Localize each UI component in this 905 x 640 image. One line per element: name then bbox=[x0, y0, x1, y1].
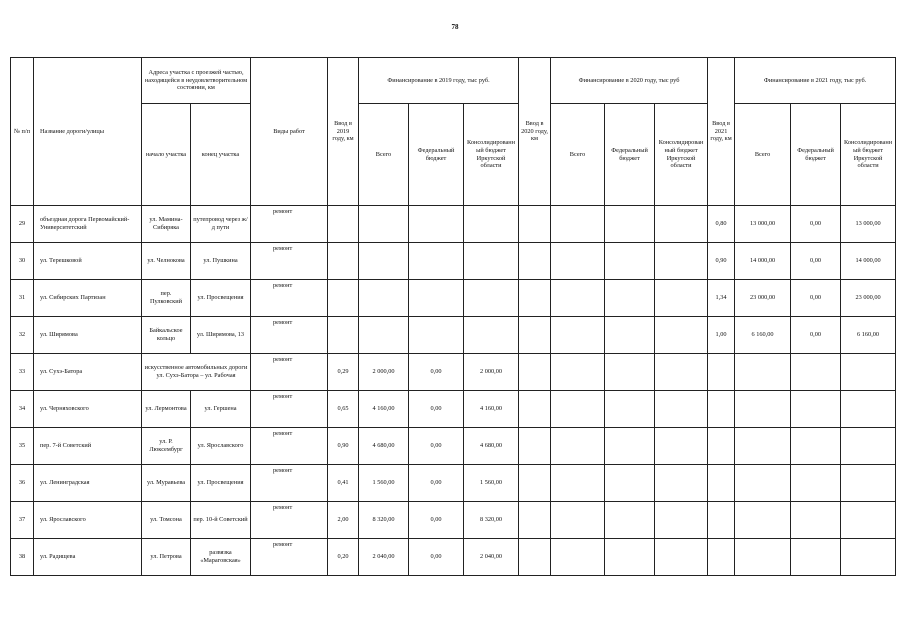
total-2019: 2 040,00 bbox=[359, 539, 409, 576]
road-name: пер. 7-й Советский bbox=[34, 428, 142, 465]
col-header-km-2020: Ввод в 2020 году, км bbox=[519, 58, 551, 206]
km-2019: 0,65 bbox=[328, 391, 359, 428]
km-2021: 1,00 bbox=[708, 317, 735, 354]
row-number: 33 bbox=[11, 354, 34, 391]
km-2020 bbox=[519, 502, 551, 539]
col-header-financing-2021: Финансирование в 2021 году, тыс руб. bbox=[735, 58, 896, 104]
regional-2021: 13 000,00 bbox=[841, 206, 896, 243]
row-number: 35 bbox=[11, 428, 34, 465]
regional-2021: 6 160,00 bbox=[841, 317, 896, 354]
total-2021 bbox=[735, 428, 791, 465]
regional-2020 bbox=[655, 391, 708, 428]
col-header-federal-2021: Федеральный бюджет bbox=[791, 104, 841, 206]
work-type: ремонт bbox=[251, 428, 328, 465]
section-end: путепровод через ж/д пути bbox=[191, 206, 251, 243]
row-number: 36 bbox=[11, 465, 34, 502]
work-type: ремонт bbox=[251, 539, 328, 576]
road-name: ул. Терешковой bbox=[34, 243, 142, 280]
table-row bbox=[11, 539, 896, 576]
federal-2020 bbox=[605, 502, 655, 539]
regional-2020 bbox=[655, 280, 708, 317]
header-row-bottom bbox=[11, 104, 896, 206]
regional-2019 bbox=[464, 317, 519, 354]
regional-2021 bbox=[841, 502, 896, 539]
total-2020 bbox=[551, 502, 605, 539]
federal-2019: 0,00 bbox=[409, 354, 464, 391]
regional-2019: 1 560,00 bbox=[464, 465, 519, 502]
regional-2020 bbox=[655, 317, 708, 354]
work-type: ремонт bbox=[251, 354, 328, 391]
federal-2019: 0,00 bbox=[409, 391, 464, 428]
total-2020 bbox=[551, 354, 605, 391]
work-type: ремонт bbox=[251, 243, 328, 280]
km-2020 bbox=[519, 391, 551, 428]
km-2021: 0,90 bbox=[708, 243, 735, 280]
total-2021: 14 000,00 bbox=[735, 243, 791, 280]
regional-2021 bbox=[841, 539, 896, 576]
federal-2021 bbox=[791, 391, 841, 428]
federal-2020 bbox=[605, 206, 655, 243]
total-2019 bbox=[359, 206, 409, 243]
regional-2019 bbox=[464, 280, 519, 317]
federal-2021 bbox=[791, 354, 841, 391]
regional-2019: 8 320,00 bbox=[464, 502, 519, 539]
total-2021 bbox=[735, 502, 791, 539]
total-2021 bbox=[735, 465, 791, 502]
federal-2020 bbox=[605, 391, 655, 428]
total-2019 bbox=[359, 243, 409, 280]
km-2020 bbox=[519, 465, 551, 502]
total-2019: 8 320,00 bbox=[359, 502, 409, 539]
km-2019 bbox=[328, 243, 359, 280]
section-start: пер. Пулковский bbox=[142, 280, 191, 317]
section-end: ул. Гершена bbox=[191, 391, 251, 428]
km-2021 bbox=[708, 428, 735, 465]
page-number: 78 bbox=[451, 23, 459, 31]
km-2020 bbox=[519, 206, 551, 243]
federal-2021 bbox=[791, 539, 841, 576]
col-header-federal-2020: Федеральный бюджет bbox=[605, 104, 655, 206]
federal-2019 bbox=[409, 206, 464, 243]
regional-2019: 4 680,00 bbox=[464, 428, 519, 465]
km-2019 bbox=[328, 317, 359, 354]
road-name: ул. Сухэ-Батора bbox=[34, 354, 142, 391]
regional-2020 bbox=[655, 354, 708, 391]
col-header-regional-2020: Консолидированный бюджет Иркутской области bbox=[655, 104, 708, 206]
table-row bbox=[11, 206, 896, 243]
total-2019 bbox=[359, 280, 409, 317]
km-2021 bbox=[708, 539, 735, 576]
km-2019: 0,41 bbox=[328, 465, 359, 502]
regional-2020 bbox=[655, 502, 708, 539]
table-row bbox=[11, 465, 896, 502]
regional-2020 bbox=[655, 206, 708, 243]
regional-2020 bbox=[655, 428, 708, 465]
section-end: развязка «Мараговская» bbox=[191, 539, 251, 576]
road-name: объездная дорога Первомайский-Университетский bbox=[34, 206, 142, 243]
regional-2021: 23 000,00 bbox=[841, 280, 896, 317]
section-start: ул. Мамина-Сибиряка bbox=[142, 206, 191, 243]
col-header-section-end: конец участка bbox=[191, 104, 251, 206]
km-2021 bbox=[708, 502, 735, 539]
regional-2020 bbox=[655, 465, 708, 502]
km-2020 bbox=[519, 243, 551, 280]
km-2021 bbox=[708, 354, 735, 391]
road-name: ул. Черняховского bbox=[34, 391, 142, 428]
km-2020 bbox=[519, 280, 551, 317]
section-address: искусственное автомобильных дороги ул. Сухэ-Батора – ул. Рабочая bbox=[142, 354, 251, 391]
total-2019: 4 160,00 bbox=[359, 391, 409, 428]
federal-2021: 0,00 bbox=[791, 243, 841, 280]
km-2019: 0,29 bbox=[328, 354, 359, 391]
col-header-work-type: Виды работ bbox=[251, 58, 328, 206]
total-2021: 6 160,00 bbox=[735, 317, 791, 354]
table-row bbox=[11, 502, 896, 539]
road-name: ул. Ленинградская bbox=[34, 465, 142, 502]
regional-2019: 2 040,00 bbox=[464, 539, 519, 576]
federal-2019: 0,00 bbox=[409, 539, 464, 576]
federal-2020 bbox=[605, 539, 655, 576]
road-financing-table bbox=[10, 57, 896, 576]
federal-2020 bbox=[605, 243, 655, 280]
section-start: Байкальское кольцо bbox=[142, 317, 191, 354]
section-end: пер. 10-й Советский bbox=[191, 502, 251, 539]
regional-2021 bbox=[841, 428, 896, 465]
row-number: 30 bbox=[11, 243, 34, 280]
section-end: ул. Просвещения bbox=[191, 280, 251, 317]
km-2021 bbox=[708, 391, 735, 428]
col-header-regional-2019: Консолидированный бюджет Иркутской области bbox=[464, 104, 519, 206]
regional-2019: 2 000,00 bbox=[464, 354, 519, 391]
km-2020 bbox=[519, 354, 551, 391]
regional-2021 bbox=[841, 354, 896, 391]
km-2019: 2,00 bbox=[328, 502, 359, 539]
work-type: ремонт bbox=[251, 280, 328, 317]
federal-2019 bbox=[409, 243, 464, 280]
total-2021 bbox=[735, 539, 791, 576]
section-end: ул. Ширямова, 13 bbox=[191, 317, 251, 354]
total-2020 bbox=[551, 206, 605, 243]
table-row bbox=[11, 243, 896, 280]
table-row bbox=[11, 428, 896, 465]
section-start: ул. Р. Люксембург bbox=[142, 428, 191, 465]
total-2019 bbox=[359, 317, 409, 354]
col-header-total-2019: Всего bbox=[359, 104, 409, 206]
federal-2021 bbox=[791, 428, 841, 465]
table-row bbox=[11, 317, 896, 354]
km-2019 bbox=[328, 280, 359, 317]
section-start: ул. Петрова bbox=[142, 539, 191, 576]
total-2020 bbox=[551, 280, 605, 317]
regional-2021 bbox=[841, 465, 896, 502]
work-type: ремонт bbox=[251, 391, 328, 428]
row-number: 32 bbox=[11, 317, 34, 354]
total-2021 bbox=[735, 354, 791, 391]
regional-2019: 4 160,00 bbox=[464, 391, 519, 428]
km-2021: 1,34 bbox=[708, 280, 735, 317]
col-header-total-2021: Всего bbox=[735, 104, 791, 206]
federal-2020 bbox=[605, 280, 655, 317]
km-2021 bbox=[708, 465, 735, 502]
header-row-top bbox=[11, 58, 896, 104]
road-name: ул. Сибирских Партизан bbox=[34, 280, 142, 317]
row-number: 38 bbox=[11, 539, 34, 576]
section-end: ул. Просвещения bbox=[191, 465, 251, 502]
table-row bbox=[11, 391, 896, 428]
regional-2021 bbox=[841, 391, 896, 428]
regional-2019 bbox=[464, 243, 519, 280]
row-number: 34 bbox=[11, 391, 34, 428]
total-2021: 13 000,00 bbox=[735, 206, 791, 243]
total-2019: 2 000,00 bbox=[359, 354, 409, 391]
work-type: ремонт bbox=[251, 317, 328, 354]
work-type: ремонт bbox=[251, 206, 328, 243]
section-start: ул. Муравьева bbox=[142, 465, 191, 502]
total-2019: 1 560,00 bbox=[359, 465, 409, 502]
road-name: ул. Ширямова bbox=[34, 317, 142, 354]
regional-2020 bbox=[655, 539, 708, 576]
federal-2020 bbox=[605, 354, 655, 391]
federal-2021: 0,00 bbox=[791, 206, 841, 243]
regional-2020 bbox=[655, 243, 708, 280]
col-header-section-start: начало участка bbox=[142, 104, 191, 206]
federal-2019 bbox=[409, 280, 464, 317]
col-header-address-group: Адреса участка с проезжей частью, находящейся в неудовлетворительном состоянии, км bbox=[142, 58, 251, 104]
km-2020 bbox=[519, 539, 551, 576]
total-2020 bbox=[551, 539, 605, 576]
federal-2019: 0,00 bbox=[409, 502, 464, 539]
regional-2021: 14 000,00 bbox=[841, 243, 896, 280]
federal-2020 bbox=[605, 428, 655, 465]
col-header-financing-2019: Финансирование в 2019 году, тыс руб. bbox=[359, 58, 519, 104]
row-number: 37 bbox=[11, 502, 34, 539]
regional-2019 bbox=[464, 206, 519, 243]
table-row bbox=[11, 354, 896, 391]
total-2021 bbox=[735, 391, 791, 428]
work-type: ремонт bbox=[251, 465, 328, 502]
federal-2021: 0,00 bbox=[791, 317, 841, 354]
work-type: ремонт bbox=[251, 502, 328, 539]
km-2019 bbox=[328, 206, 359, 243]
section-end: ул. Пушкина bbox=[191, 243, 251, 280]
road-name: ул. Ярославского bbox=[34, 502, 142, 539]
total-2021: 23 000,00 bbox=[735, 280, 791, 317]
table-row bbox=[11, 280, 896, 317]
col-header-km-2019: Ввод в 2019 году, км bbox=[328, 58, 359, 206]
section-start: ул. Лермонтова bbox=[142, 391, 191, 428]
total-2019: 4 680,00 bbox=[359, 428, 409, 465]
col-header-road-name: Название дороги/улицы bbox=[34, 58, 142, 206]
km-2019: 0,20 bbox=[328, 539, 359, 576]
section-start: ул. Челнокова bbox=[142, 243, 191, 280]
total-2020 bbox=[551, 243, 605, 280]
col-header-number: № п/п bbox=[11, 58, 34, 206]
km-2019: 0,90 bbox=[328, 428, 359, 465]
federal-2020 bbox=[605, 465, 655, 502]
federal-2019 bbox=[409, 317, 464, 354]
total-2020 bbox=[551, 317, 605, 354]
federal-2019: 0,00 bbox=[409, 465, 464, 502]
col-header-financing-2020: Финансирование в 2020 году, тыс руб bbox=[551, 58, 708, 104]
federal-2020 bbox=[605, 317, 655, 354]
km-2020 bbox=[519, 428, 551, 465]
section-end: ул. Ярославского bbox=[191, 428, 251, 465]
federal-2021 bbox=[791, 502, 841, 539]
total-2020 bbox=[551, 465, 605, 502]
federal-2019: 0,00 bbox=[409, 428, 464, 465]
col-header-total-2020: Всего bbox=[551, 104, 605, 206]
section-start: ул. Томсона bbox=[142, 502, 191, 539]
row-number: 31 bbox=[11, 280, 34, 317]
km-2020 bbox=[519, 317, 551, 354]
col-header-regional-2021: Консолидированный бюджет Иркутской области bbox=[841, 104, 896, 206]
federal-2021 bbox=[791, 465, 841, 502]
col-header-km-2021: Ввод в 2021 году, км bbox=[708, 58, 735, 206]
km-2021: 0,80 bbox=[708, 206, 735, 243]
road-name: ул. Радищева bbox=[34, 539, 142, 576]
row-number: 29 bbox=[11, 206, 34, 243]
federal-2021: 0,00 bbox=[791, 280, 841, 317]
total-2020 bbox=[551, 391, 605, 428]
total-2020 bbox=[551, 428, 605, 465]
col-header-federal-2019: Федеральный бюджет bbox=[409, 104, 464, 206]
